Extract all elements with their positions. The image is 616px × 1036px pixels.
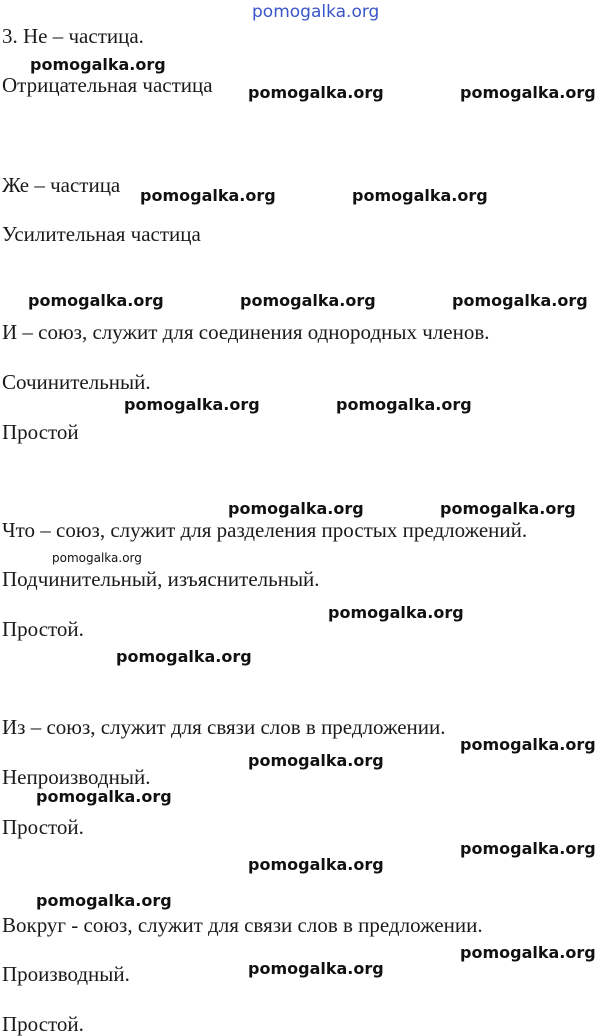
- watermark: pomogalka.org: [440, 499, 576, 518]
- watermark: pomogalka.org: [240, 291, 376, 310]
- watermark: pomogalka.org: [336, 395, 472, 414]
- text-line: Из – союз, служит для связи слов в предложении.: [2, 715, 446, 739]
- text-line: Простой.: [2, 1012, 84, 1036]
- watermark: pomogalka.org: [124, 395, 260, 414]
- text-line: Сочинительный.: [2, 370, 151, 394]
- text-line: И – союз, служит для соединения однородных членов.: [2, 320, 490, 344]
- watermark: pomogalka.org: [460, 839, 596, 858]
- watermark: pomogalka.org: [28, 291, 164, 310]
- watermark: pomogalka.org: [328, 603, 464, 622]
- watermark: pomogalka.org: [36, 891, 172, 910]
- watermark: pomogalka.org: [36, 787, 172, 806]
- watermark: pomogalka.org: [460, 943, 596, 962]
- watermark-header: pomogalka.org: [252, 2, 380, 22]
- watermark: pomogalka.org: [452, 291, 588, 310]
- watermark: pomogalka.org: [460, 735, 596, 754]
- watermark: pomogalka.org: [116, 647, 252, 666]
- text-line: Подчинительный, изъяснительный.: [2, 567, 320, 591]
- text-line: Вокруг - союз, служит для связи слов в предложении.: [2, 913, 483, 937]
- watermark: pomogalka.org: [248, 855, 384, 874]
- text-line: Простой.: [2, 815, 84, 839]
- watermark: pomogalka.org: [248, 959, 384, 978]
- text-line: Усилительная частица: [2, 222, 201, 246]
- watermark: pomogalka.org: [140, 186, 276, 205]
- watermark: pomogalka.org: [30, 55, 166, 74]
- text-line: Же – частица: [2, 173, 121, 197]
- text-line: 3. Не – частица.: [2, 24, 144, 48]
- watermark: pomogalka.org: [228, 499, 364, 518]
- text-line: Непроизводный.: [2, 765, 151, 789]
- text-line: Отрицательная частица: [2, 73, 213, 97]
- watermark: pomogalka.org: [460, 83, 596, 102]
- watermark: pomogalka.org: [352, 186, 488, 205]
- text-line: Что – союз, служит для разделения простых предложений.: [2, 518, 528, 542]
- text-line: Производный.: [2, 962, 130, 986]
- watermark: pomogalka.org: [52, 551, 142, 565]
- text-line: Простой: [2, 420, 79, 444]
- text-line: Простой.: [2, 617, 84, 641]
- watermark: pomogalka.org: [248, 751, 384, 770]
- watermark: pomogalka.org: [248, 83, 384, 102]
